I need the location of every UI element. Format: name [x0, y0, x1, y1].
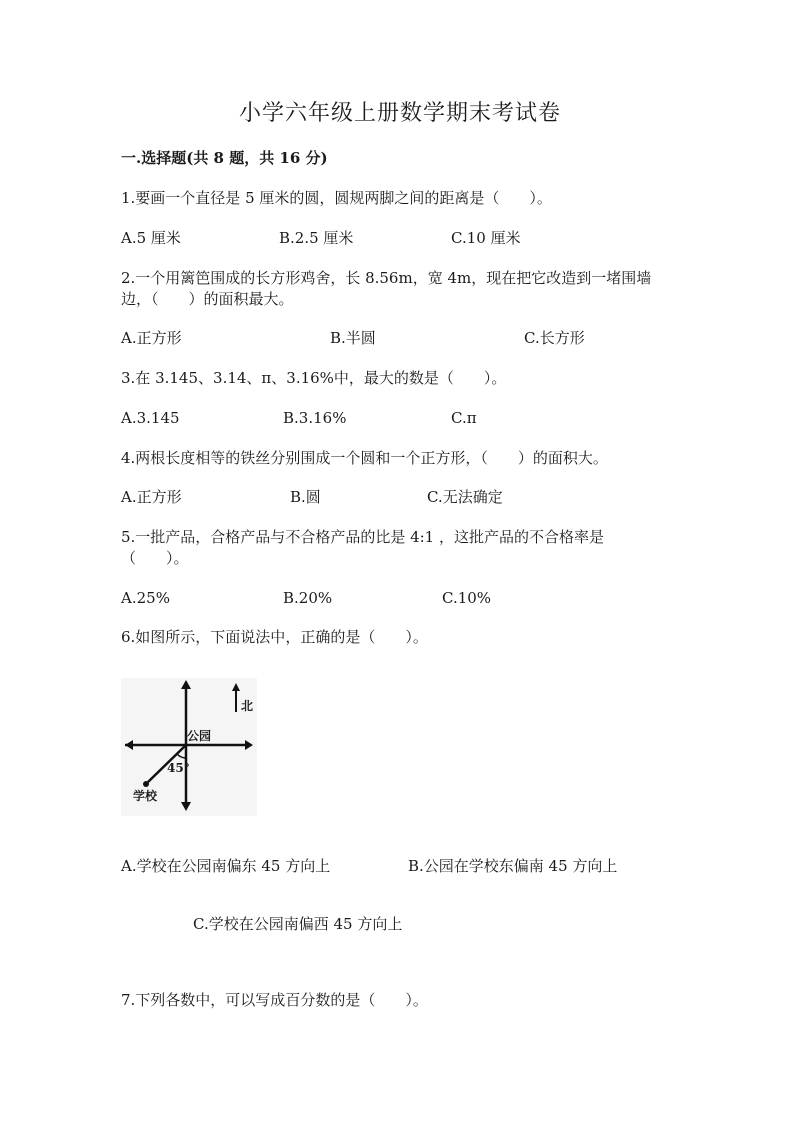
section-heading: 一.选择题(共 8 题，共 16 分): [121, 149, 328, 167]
question-1-option-a: A.5 厘米: [121, 229, 181, 247]
question-2-option-a: A.正方形: [121, 329, 182, 347]
south-axis-arrowhead: [181, 802, 191, 811]
direction-diagram: [121, 678, 257, 816]
west-arrowhead: [125, 740, 133, 750]
question-3-option-c: C.π: [451, 409, 477, 427]
question-7-stem: 7.下列各数中，可以写成百分数的是（ ）。: [121, 991, 428, 1009]
north-axis-arrowhead: [181, 680, 191, 689]
question-4-stem: 4.两根长度相等的铁丝分别围成一个圆和一个正方形，（ ）的面积大。: [121, 449, 608, 467]
question-3-stem: 3.在 3.145、3.14、π、3.16%中，最大的数是（ ）。: [121, 369, 507, 387]
question-4-option-c: C.无法确定: [427, 488, 503, 506]
angle-arc: [177, 754, 186, 758]
school-label: 学校: [133, 789, 158, 803]
question-2-stem-line2: 边，（ ）的面积最大。: [121, 290, 294, 308]
question-5-option-a: A.25%: [121, 589, 170, 607]
park-label: 公园: [187, 729, 212, 743]
east-arrowhead: [245, 740, 253, 750]
question-4-option-a: A.正方形: [121, 488, 182, 506]
question-2-option-b: B.半圆: [330, 329, 376, 347]
question-1-option-c: C.10 厘米: [451, 229, 521, 247]
question-5-stem-line1: 5.一批产品，合格产品与不合格产品的比是 4:1 ，这批产品的不合格率是: [121, 528, 604, 546]
question-5-stem-line2: （ ）。: [121, 549, 189, 567]
page-title: 小学六年级上册数学期末考试卷: [238, 101, 561, 126]
question-2-option-c: C.长方形: [524, 329, 585, 347]
angle-label: 45°: [167, 761, 190, 775]
question-3-option-b: B.3.16%: [283, 409, 347, 427]
question-6-option-a: A.学校在公园南偏东 45 方向上: [121, 857, 331, 875]
question-2-stem-line1: 2.一个用篱笆围成的长方形鸡舍，长 8.56m，宽 4m，现在把它改造到一堵围墙: [121, 269, 652, 287]
school-point: [143, 781, 149, 787]
question-3-option-a: A.3.145: [121, 409, 180, 427]
question-6-stem: 6.如图所示，下面说法中，正确的是（ ）。: [121, 628, 428, 646]
question-1-stem: 1.要画一个直径是 5 厘米的圆，圆规两脚之间的距离是（ ）。: [121, 189, 552, 207]
question-6-option-b: B.公园在学校东偏南 45 方向上: [408, 857, 618, 875]
question-5-option-c: C.10%: [442, 589, 492, 607]
north-indicator-arrowhead: [232, 683, 240, 691]
question-6-option-c: C.学校在公园南偏西 45 方向上: [193, 915, 403, 933]
north-label: 北: [241, 699, 254, 713]
question-1-option-b: B.2.5 厘米: [279, 229, 354, 247]
question-5-option-b: B.20%: [283, 589, 333, 607]
question-4-option-b: B.圆: [290, 488, 321, 506]
